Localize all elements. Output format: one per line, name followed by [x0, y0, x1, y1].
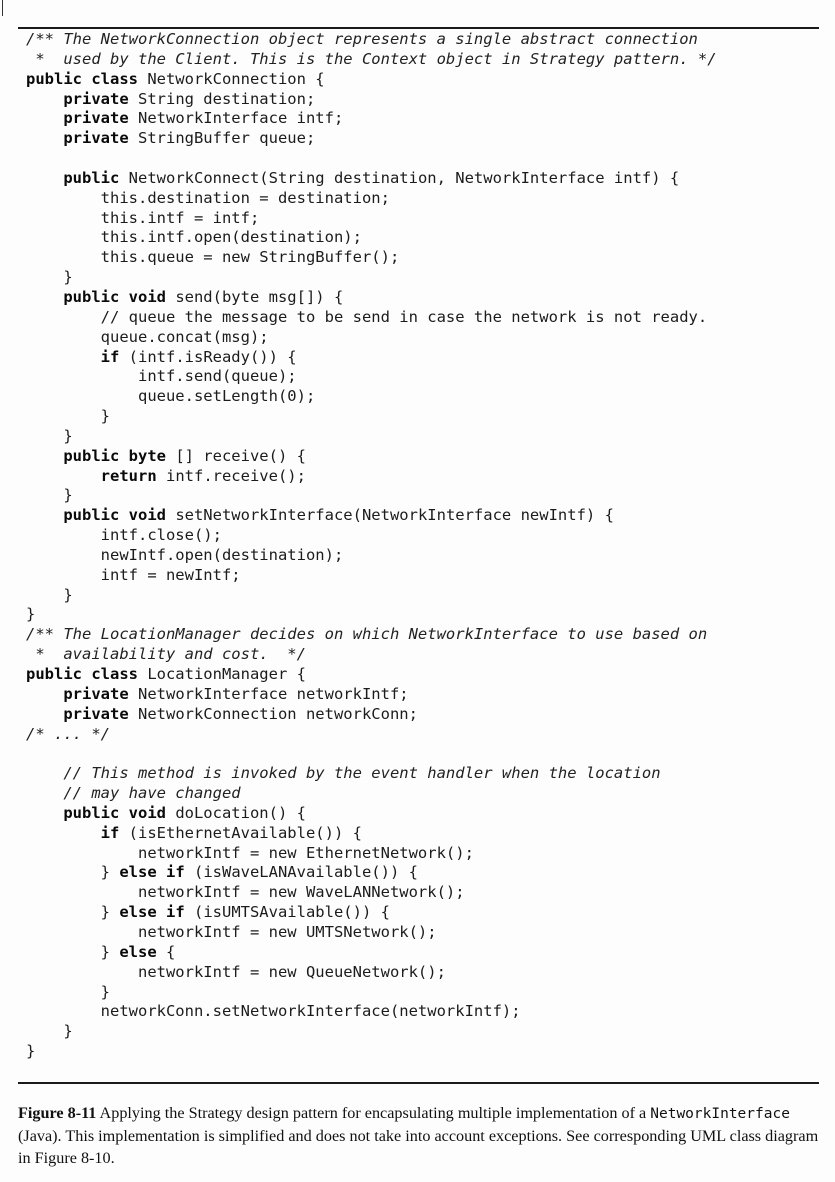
code-text: send(byte msg[]) { — [165, 287, 344, 306]
code-comment: * used by the Client. This is the Context object in Strategy pattern. */ — [26, 49, 717, 68]
caption-code-term: NetworkInterface — [650, 1106, 790, 1122]
code-text: newIntf.open(destination); — [26, 545, 344, 564]
code-text — [26, 447, 63, 465]
top-rule — [18, 27, 819, 29]
code-text: intf.send(queue); — [26, 367, 297, 386]
code-line — [26, 705, 826, 725]
code-line — [26, 407, 826, 427]
code-text: } — [26, 585, 73, 604]
code-text: this.queue = new StringBuffer(); — [26, 248, 400, 267]
code-text — [26, 685, 63, 703]
code-text — [26, 90, 63, 108]
code-text: networkIntf = new EthernetNetwork(); — [26, 843, 474, 862]
code-line — [26, 189, 826, 209]
code-text — [26, 169, 63, 187]
code-line — [26, 566, 826, 586]
code-listing — [26, 30, 826, 1062]
code-text: networkIntf = new QueueNetwork(); — [26, 962, 446, 981]
code-line — [26, 824, 826, 844]
caption-text-start: Applying the Strategy design pattern for encapsulating multiple implementation of a — [96, 1104, 651, 1122]
code-line — [26, 109, 826, 129]
code-line — [26, 427, 826, 447]
code-text — [26, 129, 63, 147]
bottom-rule — [18, 1082, 819, 1084]
code-text: } — [26, 426, 73, 445]
code-text: } — [26, 268, 73, 287]
code-line — [26, 943, 826, 963]
code-line — [26, 209, 826, 229]
code-text — [26, 705, 63, 723]
figure-caption — [18, 1102, 820, 1169]
code-keyword: private — [63, 684, 129, 703]
code-text: this.intf = intf; — [26, 208, 260, 227]
code-line — [26, 90, 826, 110]
code-text: } — [26, 1042, 36, 1061]
code-comment: // may have changed — [63, 784, 241, 803]
code-text: intf.close(); — [26, 526, 222, 545]
code-line — [26, 467, 826, 487]
code-line — [26, 903, 826, 923]
code-keyword: public — [63, 168, 120, 187]
code-line — [26, 149, 826, 169]
code-text: intf.receive(); — [156, 466, 306, 485]
code-line — [26, 387, 826, 407]
code-text: } — [26, 942, 120, 961]
code-line — [26, 685, 826, 705]
code-comment: // This method is invoked by the event handler when the location — [63, 764, 661, 783]
margin-mark — [2, 0, 3, 16]
code-keyword: public class — [26, 665, 138, 683]
code-text — [26, 804, 63, 822]
code-text: { — [156, 942, 176, 961]
code-text: } — [26, 486, 73, 505]
code-text — [26, 824, 101, 842]
code-keyword: return — [100, 466, 157, 485]
code-text: NetworkConnection { — [137, 69, 325, 88]
code-line — [26, 546, 826, 566]
code-line — [26, 486, 826, 506]
code-line — [26, 30, 826, 50]
code-line — [26, 129, 826, 149]
code-text: this.destination = destination; — [26, 188, 390, 207]
code-line — [26, 605, 826, 625]
code-text — [26, 109, 63, 127]
code-text: } — [26, 605, 36, 624]
code-line — [26, 248, 826, 268]
code-text: queue.concat(msg); — [26, 327, 269, 346]
code-line — [26, 1022, 826, 1042]
code-text — [26, 288, 63, 306]
code-keyword: public byte — [63, 446, 166, 465]
code-text: this.intf.open(destination); — [26, 228, 362, 247]
code-line — [26, 586, 826, 606]
code-line — [26, 526, 826, 546]
code-text: } — [26, 982, 110, 1001]
code-comment: * availability and cost. */ — [26, 645, 306, 664]
code-keyword: public void — [63, 287, 166, 306]
code-text: LocationManager { — [137, 665, 306, 683]
code-line — [26, 1042, 826, 1062]
code-line — [26, 645, 826, 665]
code-keyword: public void — [63, 803, 166, 822]
figure-label: Figure 8-11 — [18, 1104, 97, 1122]
code-text: (isEthernetAvailable()) { — [119, 823, 362, 842]
code-text: networkIntf = new WaveLANNetwork(); — [26, 883, 465, 902]
code-keyword: public void — [63, 506, 166, 525]
code-line — [26, 288, 826, 308]
code-comment: /** The LocationManager decides on which NetworkInterface to use based on — [26, 625, 708, 644]
code-text — [26, 348, 101, 366]
code-text: NetworkConnection networkConn; — [128, 704, 418, 723]
code-line — [26, 268, 826, 288]
code-text: String destination; — [128, 89, 316, 108]
code-keyword: else if — [119, 863, 185, 882]
code-line — [26, 844, 826, 864]
code-line — [26, 725, 826, 745]
code-text: NetworkConnect(String destination, NetworkInterface intf) { — [119, 168, 680, 187]
code-keyword: public class — [26, 69, 138, 88]
code-text: // queue the message to be send in case the network is not ready. — [26, 307, 708, 326]
code-text: (intf.isReady()) { — [119, 347, 297, 366]
code-comment: /** The NetworkConnection object represents a single abstract connection — [26, 30, 698, 48]
code-text: (isWaveLANAvailable()) { — [184, 863, 418, 882]
code-line — [26, 70, 826, 90]
code-line — [26, 328, 826, 348]
code-line — [26, 625, 826, 645]
code-text: queue.setLength(0); — [26, 387, 316, 406]
code-keyword: private — [63, 129, 129, 148]
code-text: } — [26, 903, 120, 922]
code-text — [26, 506, 63, 524]
code-keyword: else — [119, 942, 157, 961]
code-text: setNetworkInterface(NetworkInterface newIntf) { — [165, 506, 614, 525]
code-text: } — [26, 863, 120, 882]
code-text: networkIntf = new UMTSNetwork(); — [26, 922, 437, 941]
code-keyword: if — [100, 823, 120, 842]
code-line — [26, 983, 826, 1003]
code-line — [26, 228, 826, 248]
code-line — [26, 784, 826, 804]
code-line — [26, 963, 826, 983]
code-line — [26, 863, 826, 883]
code-text: } — [26, 407, 110, 426]
code-line — [26, 883, 826, 903]
code-text — [26, 467, 101, 485]
code-line — [26, 506, 826, 526]
code-keyword: private — [63, 704, 129, 723]
code-text: [] receive() { — [165, 446, 306, 465]
code-keyword: if — [100, 347, 120, 366]
code-line — [26, 665, 826, 685]
code-text: (isUMTSAvailable()) { — [184, 903, 390, 922]
code-comment: /* ... */ — [26, 724, 110, 743]
code-line — [26, 764, 826, 784]
code-keyword: else if — [119, 903, 185, 922]
code-line — [26, 308, 826, 328]
code-text: NetworkInterface intf; — [128, 109, 344, 128]
code-text: } — [26, 1022, 73, 1041]
code-line — [26, 348, 826, 368]
code-text: doLocation() { — [165, 803, 306, 822]
code-text — [26, 764, 63, 782]
code-text: StringBuffer queue; — [128, 129, 316, 148]
code-line — [26, 923, 826, 943]
code-text: NetworkInterface networkIntf; — [128, 684, 409, 703]
code-line — [26, 744, 826, 764]
code-text: networkConn.setNetworkInterface(networkIntf); — [26, 1002, 521, 1021]
code-line — [26, 169, 826, 189]
code-line — [26, 50, 826, 70]
code-keyword: private — [63, 109, 129, 128]
code-line — [26, 804, 826, 824]
code-text: intf = newIntf; — [26, 565, 241, 584]
code-line — [26, 447, 826, 467]
caption-text-end: (Java). This implementation is simplified and does not take into account exceptions. See corresponding UML class diagram in Figure 8-10. — [18, 1127, 819, 1167]
code-line — [26, 367, 826, 387]
code-keyword: private — [63, 89, 129, 108]
code-text — [26, 784, 63, 802]
code-line — [26, 1002, 826, 1022]
